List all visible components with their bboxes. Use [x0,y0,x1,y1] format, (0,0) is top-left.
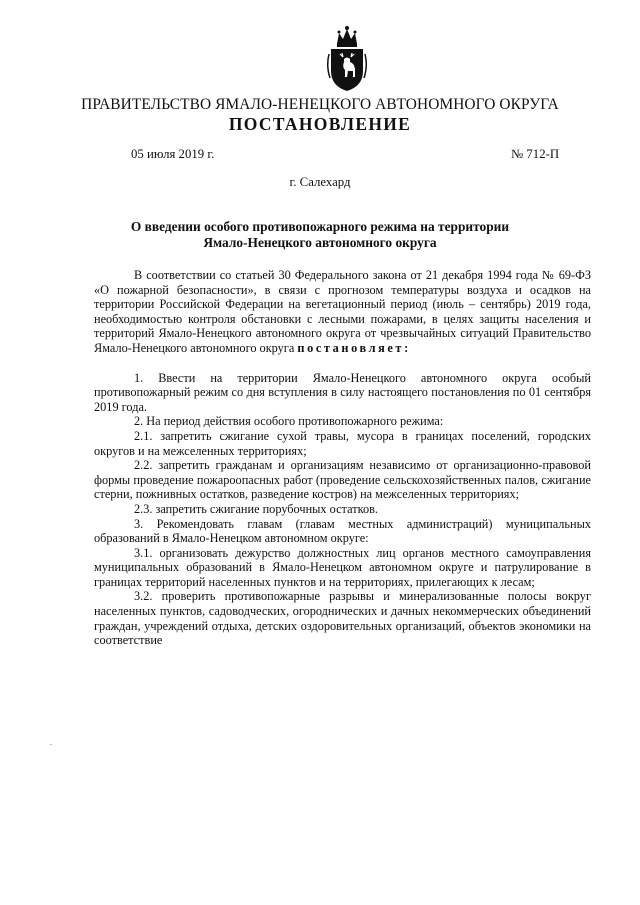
list-item: 2. На период действия особого противопожарного режима: [134,414,444,429]
decree-word: постановляет: [297,340,411,355]
document-type: ПОСТАНОВЛЕНИЕ [228,114,412,134]
list-item: 1. Ввести на территории Ямало-Ненецкого автономного округа особый противопожарный режим со дня вступления в силу настоящего постановления по 01 сентября 2019 года. [94,370,591,414]
document-date: 05 июля 2019 г. [131,147,215,161]
list-item: 2.2. запретить гражданам и организациям независимо от организационно-правовой формы проведение пожароопасных работ (проведение сельскохозяйственных палов, сжигание стерни, пожнивных остатков, разведение костров) на межселенных территориях; [94,458,591,502]
document-number: № 712-П [511,147,560,161]
preamble-text: В соответствии со статьей 30 Федерального закона от 21 декабря 1994 года № 69-ФЗ «О пожарной безопасности», в связи с прогнозом температуры воздуха и осадков на территории Российской Федерации на вегетационный период (июль – сентябрь) 2019 года, необходимостью контроля обстановки с лесными пожарами, в целях защиты населения и территорий Ямало-Ненецкого автономного округа от чрезвычайных ситуаций Правительство Ямало-Ненецкого автономного округа [94,268,591,355]
document-title-line: Ямало-Ненецкого автономного округа [203,235,437,250]
list-item: 3.1. организовать дежурство должностных лиц органов местного самоуправления муниципальных образований в Ямало-Ненецком автономном округе и патрулирование в границах территорий населенных пунктов и на территориях, прилегающих к лесам; [94,545,591,589]
document-title [100,219,540,251]
list-item: 3.2. проверить противопожарные разрывы и минерализованные полосы вокруг населенных пунктов, садоводческих, огороднических и дачных некоммерческих объединений граждан, учреждений отдыха, детских оздоровительных организаций, объектов экономики на соответствие [94,589,591,648]
scan-speck [50,744,52,745]
organization-name: ПРАВИТЕЛЬСТВО ЯМАЛО-НЕНЕЦКОГО АВТОНОМНОГО ОКРУГА [81,96,559,113]
document-body [94,268,591,648]
document-title-line: О введении особого противопожарного режима на территории [130,219,510,234]
list-item: 3. Рекомендовать главам (главам местных администраций) муниципальных образований в Ямало-Ненецком автономном округе: [94,516,591,546]
document-city: г. Салехард [289,175,351,189]
list-item: 2.1. запретить сжигание сухой травы, мусора в границах поселений, городских округов и на межселенных территориях; [94,428,591,458]
coat-of-arms-emblem-icon [326,24,368,94]
preamble-paragraph [94,268,591,356]
list-item: 2.3. запретить сжигание порубочных остатков. [134,501,378,516]
